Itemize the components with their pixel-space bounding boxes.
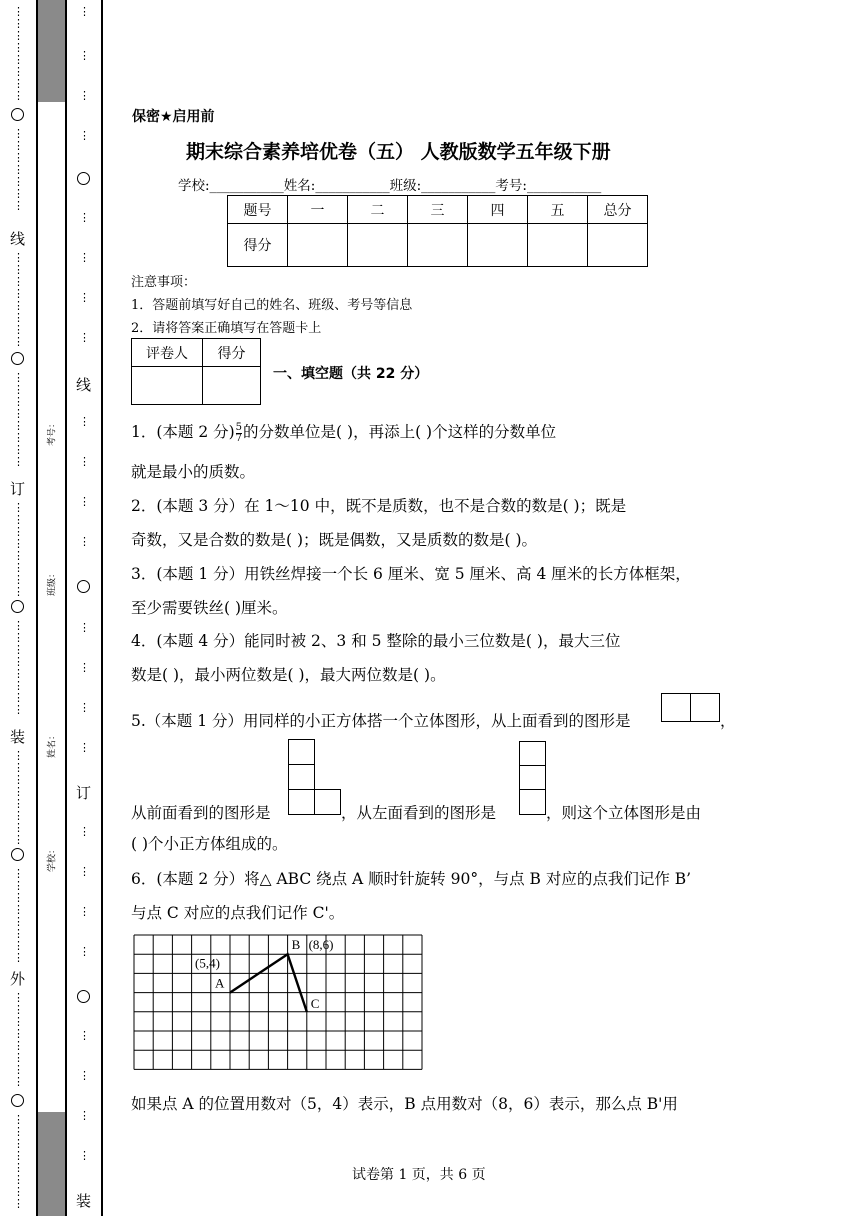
margin-label-ding: 订	[10, 480, 26, 498]
dotted-line: ⋮	[79, 331, 90, 344]
question-3-line-1: 3．(本题 1 分）用铁丝焊接一个长 6 厘米、宽 5 厘米、高 4 厘米的长方体框架，	[131, 565, 691, 583]
circle-mark	[11, 848, 24, 861]
grader-header: 得分	[203, 339, 261, 367]
dotted-line: ⋮	[79, 1109, 90, 1122]
margin-info-kaohao: 考号：	[47, 419, 58, 447]
score-row-label: 得分	[228, 224, 288, 267]
cube-square	[314, 789, 341, 815]
score-header-cell: 五	[528, 196, 588, 224]
question-1-line-1	[131, 420, 556, 444]
score-header-cell: 总分	[588, 196, 648, 224]
note-item: 2．请将答案正确填写在答题卡上	[131, 321, 322, 336]
question-5-comma: ，	[720, 712, 736, 730]
dotted-line: ⋮	[79, 905, 90, 918]
margin-label-zhuang-inner: 装	[76, 1192, 92, 1210]
dotted-line: ⋮	[79, 865, 90, 878]
dotted-line: ⋮ ⋮ ⋮ ⋮ ⋮ ⋮ ⋮ ⋮	[13, 371, 24, 468]
question-5-line-3: ( )个小正方体组成的。	[131, 835, 288, 853]
cube-square	[288, 739, 315, 765]
dotted-line: ⋮	[79, 291, 90, 304]
dotted-line: ⋮	[79, 89, 90, 102]
grid-lines	[134, 935, 422, 1069]
score-cell	[528, 224, 588, 267]
dotted-line: ⋮	[79, 535, 90, 548]
dotted-line: ⋮	[79, 495, 90, 508]
question-5-line-1: 5.（本题 1 分）用同样的小正方体搭一个立体图形，从上面看到的图形是	[131, 712, 631, 730]
circle-mark	[77, 172, 90, 185]
circle-mark	[77, 580, 90, 593]
circle-mark	[77, 990, 90, 1003]
score-cell	[408, 224, 468, 267]
coord-label-a: (5,4)	[195, 955, 220, 971]
margin-info-xingming: 姓名：	[47, 731, 58, 759]
score-cell	[288, 224, 348, 267]
dotted-line: ⋮	[79, 661, 90, 674]
question-5-left-label: ，从左面看到的图形是	[341, 804, 497, 822]
q1-prefix: 1．(本题 2 分)	[131, 423, 235, 441]
dotted-line: ⋮ ⋮ ⋮ ⋮ ⋮ ⋮ ⋮ ⋮	[13, 991, 24, 1088]
circle-mark	[11, 1094, 24, 1107]
margin-label-zhuang: 装	[10, 728, 26, 746]
question-6-line-3: 如果点 A 的位置用数对（5，4）表示，B 点用数对（8，6）表示，那么点 B'用	[131, 1095, 678, 1113]
dotted-line: ⋮	[79, 825, 90, 838]
page-title: 期末综合素养培优卷（五） 人教版数学五年级下册	[186, 141, 611, 163]
dotted-line: ⋮	[79, 251, 90, 264]
circle-mark	[11, 108, 24, 121]
cube-square	[519, 789, 546, 815]
margin-label-xian: 线	[10, 230, 26, 248]
question-4-line-2: 数是( )，最小两位数是( )，最大两位数是( )。	[131, 666, 446, 684]
dotted-line: ⋮ ⋮ ⋮ ⋮ ⋮ ⋮ ⋮ ⋮	[13, 1113, 24, 1210]
margin-band-bottom	[38, 1112, 65, 1216]
score-cell	[468, 224, 528, 267]
margin-info-xuexiao: 学校：	[47, 845, 58, 873]
confidential-label: 保密★启用前	[132, 109, 215, 125]
margin-line	[65, 0, 67, 1216]
question-6-line-2: 与点 C 对应的点我们记作 C'。	[131, 904, 345, 922]
dotted-line: ⋮ ⋮ ⋮ ⋮ ⋮ ⋮ ⋮ ⋮	[13, 5, 24, 102]
notes-heading: 注意事项：	[131, 275, 197, 290]
dotted-line: ⋮	[79, 211, 90, 224]
margin-label-xian-inner: 线	[76, 376, 92, 394]
score-header-cell: 一	[288, 196, 348, 224]
dotted-line: ⋮	[79, 415, 90, 428]
score-cell	[348, 224, 408, 267]
fraction-numerator: 5	[235, 421, 243, 433]
question-1-line-2: 就是最小的质数。	[131, 463, 256, 481]
question-5-tail: ，则这个立体图形是由	[546, 804, 702, 822]
dotted-line: ⋮	[79, 945, 90, 958]
margin-label-ding-inner: 订	[76, 784, 92, 802]
dotted-line: ⋮	[79, 455, 90, 468]
question-6-line-1: 6．(本题 2 分）将△ ABC 绕点 A 顺时针旋转 90°，与点 B 对应的点我们记作 B’	[131, 870, 692, 888]
dotted-line: ⋮ ⋮ ⋮ ⋮ ⋮ ⋮ ⋮ ⋮	[13, 501, 24, 598]
question-2-line-2: 奇数，又是合数的数是( )；既是偶数，又是质数的数是( )。	[131, 531, 538, 549]
circle-mark	[11, 600, 24, 613]
dotted-line: ⋮ ⋮ ⋮ ⋮ ⋮ ⋮ ⋮ ⋮	[13, 619, 24, 716]
score-table	[227, 195, 648, 267]
point-label-a: A	[215, 975, 225, 991]
score-header-cell: 四	[468, 196, 528, 224]
dotted-line: ⋮	[79, 621, 90, 634]
dotted-line: ⋮	[79, 1029, 90, 1042]
dotted-line: ⋮ ⋮ ⋮ ⋮ ⋮ ⋮ ⋮ ⋮	[13, 749, 24, 846]
q1-text: 的分数单位是( )，再添上( )个这样的分数单位	[243, 423, 557, 441]
grader-table	[131, 338, 261, 405]
question-5-front-label: 从前面看到的图形是	[131, 804, 271, 822]
section-title: 一、填空题（共 22 分）	[273, 366, 429, 382]
grader-cell	[203, 367, 261, 405]
point-label-b: B	[291, 937, 301, 953]
margin-info-banji: 班级：	[47, 569, 58, 597]
fraction-denominator: 7	[235, 432, 243, 444]
margin-label-wai: 外	[10, 970, 26, 988]
score-header-cell: 题号	[228, 196, 288, 224]
cube-square	[288, 764, 315, 790]
question-2-line-1: 2．(本题 3 分）在 1～10 中，既不是质数，也不是合数的数是( )；既是	[131, 497, 627, 515]
coord-label-b: (8,6)	[308, 937, 334, 953]
cube-square	[288, 789, 315, 815]
score-header-cell: 二	[348, 196, 408, 224]
cube-square	[661, 693, 691, 722]
note-item: 1．答题前填写好自己的姓名、班级、考号等信息	[131, 298, 413, 313]
dotted-line: ⋮	[79, 1069, 90, 1082]
circle-mark	[11, 352, 24, 365]
dotted-line: ⋮	[79, 129, 90, 142]
dotted-line: ⋮	[79, 701, 90, 714]
dotted-line: ⋮	[79, 741, 90, 754]
cube-square	[519, 765, 546, 790]
coordinate-grid	[133, 934, 423, 1076]
margin-line	[101, 0, 103, 1216]
student-info-fields: 学校:___________姓名:___________班级:___________考号:___________	[178, 178, 602, 194]
dotted-line: ⋮ ⋮ ⋮ ⋮ ⋮ ⋮ ⋮	[13, 127, 24, 212]
cube-square	[690, 693, 720, 722]
question-4-line-1: 4．(本题 4 分）能同时被 2、3 和 5 整除的最小三位数是( )，最大三位	[131, 632, 621, 650]
dotted-line: ⋮ ⋮ ⋮ ⋮ ⋮ ⋮ ⋮ ⋮	[13, 251, 24, 348]
margin-line	[36, 0, 38, 1216]
grader-header: 评卷人	[132, 339, 203, 367]
page-footer: 试卷第 1 页，共 6 页	[352, 1167, 486, 1183]
dotted-line: ⋮	[79, 1149, 90, 1162]
dotted-line: ⋮	[79, 49, 90, 62]
cube-square	[519, 741, 546, 766]
question-3-line-2: 至少需要铁丝( )厘米。	[131, 599, 288, 617]
score-header-cell: 三	[408, 196, 468, 224]
grader-cell	[132, 367, 203, 405]
score-cell	[588, 224, 648, 267]
dotted-line: ⋮	[79, 5, 90, 18]
dotted-line: ⋮ ⋮ ⋮ ⋮ ⋮ ⋮ ⋮ ⋮	[13, 867, 24, 964]
margin-band-top	[38, 0, 65, 102]
point-label-c: C	[310, 995, 320, 1011]
fraction	[236, 423, 242, 444]
